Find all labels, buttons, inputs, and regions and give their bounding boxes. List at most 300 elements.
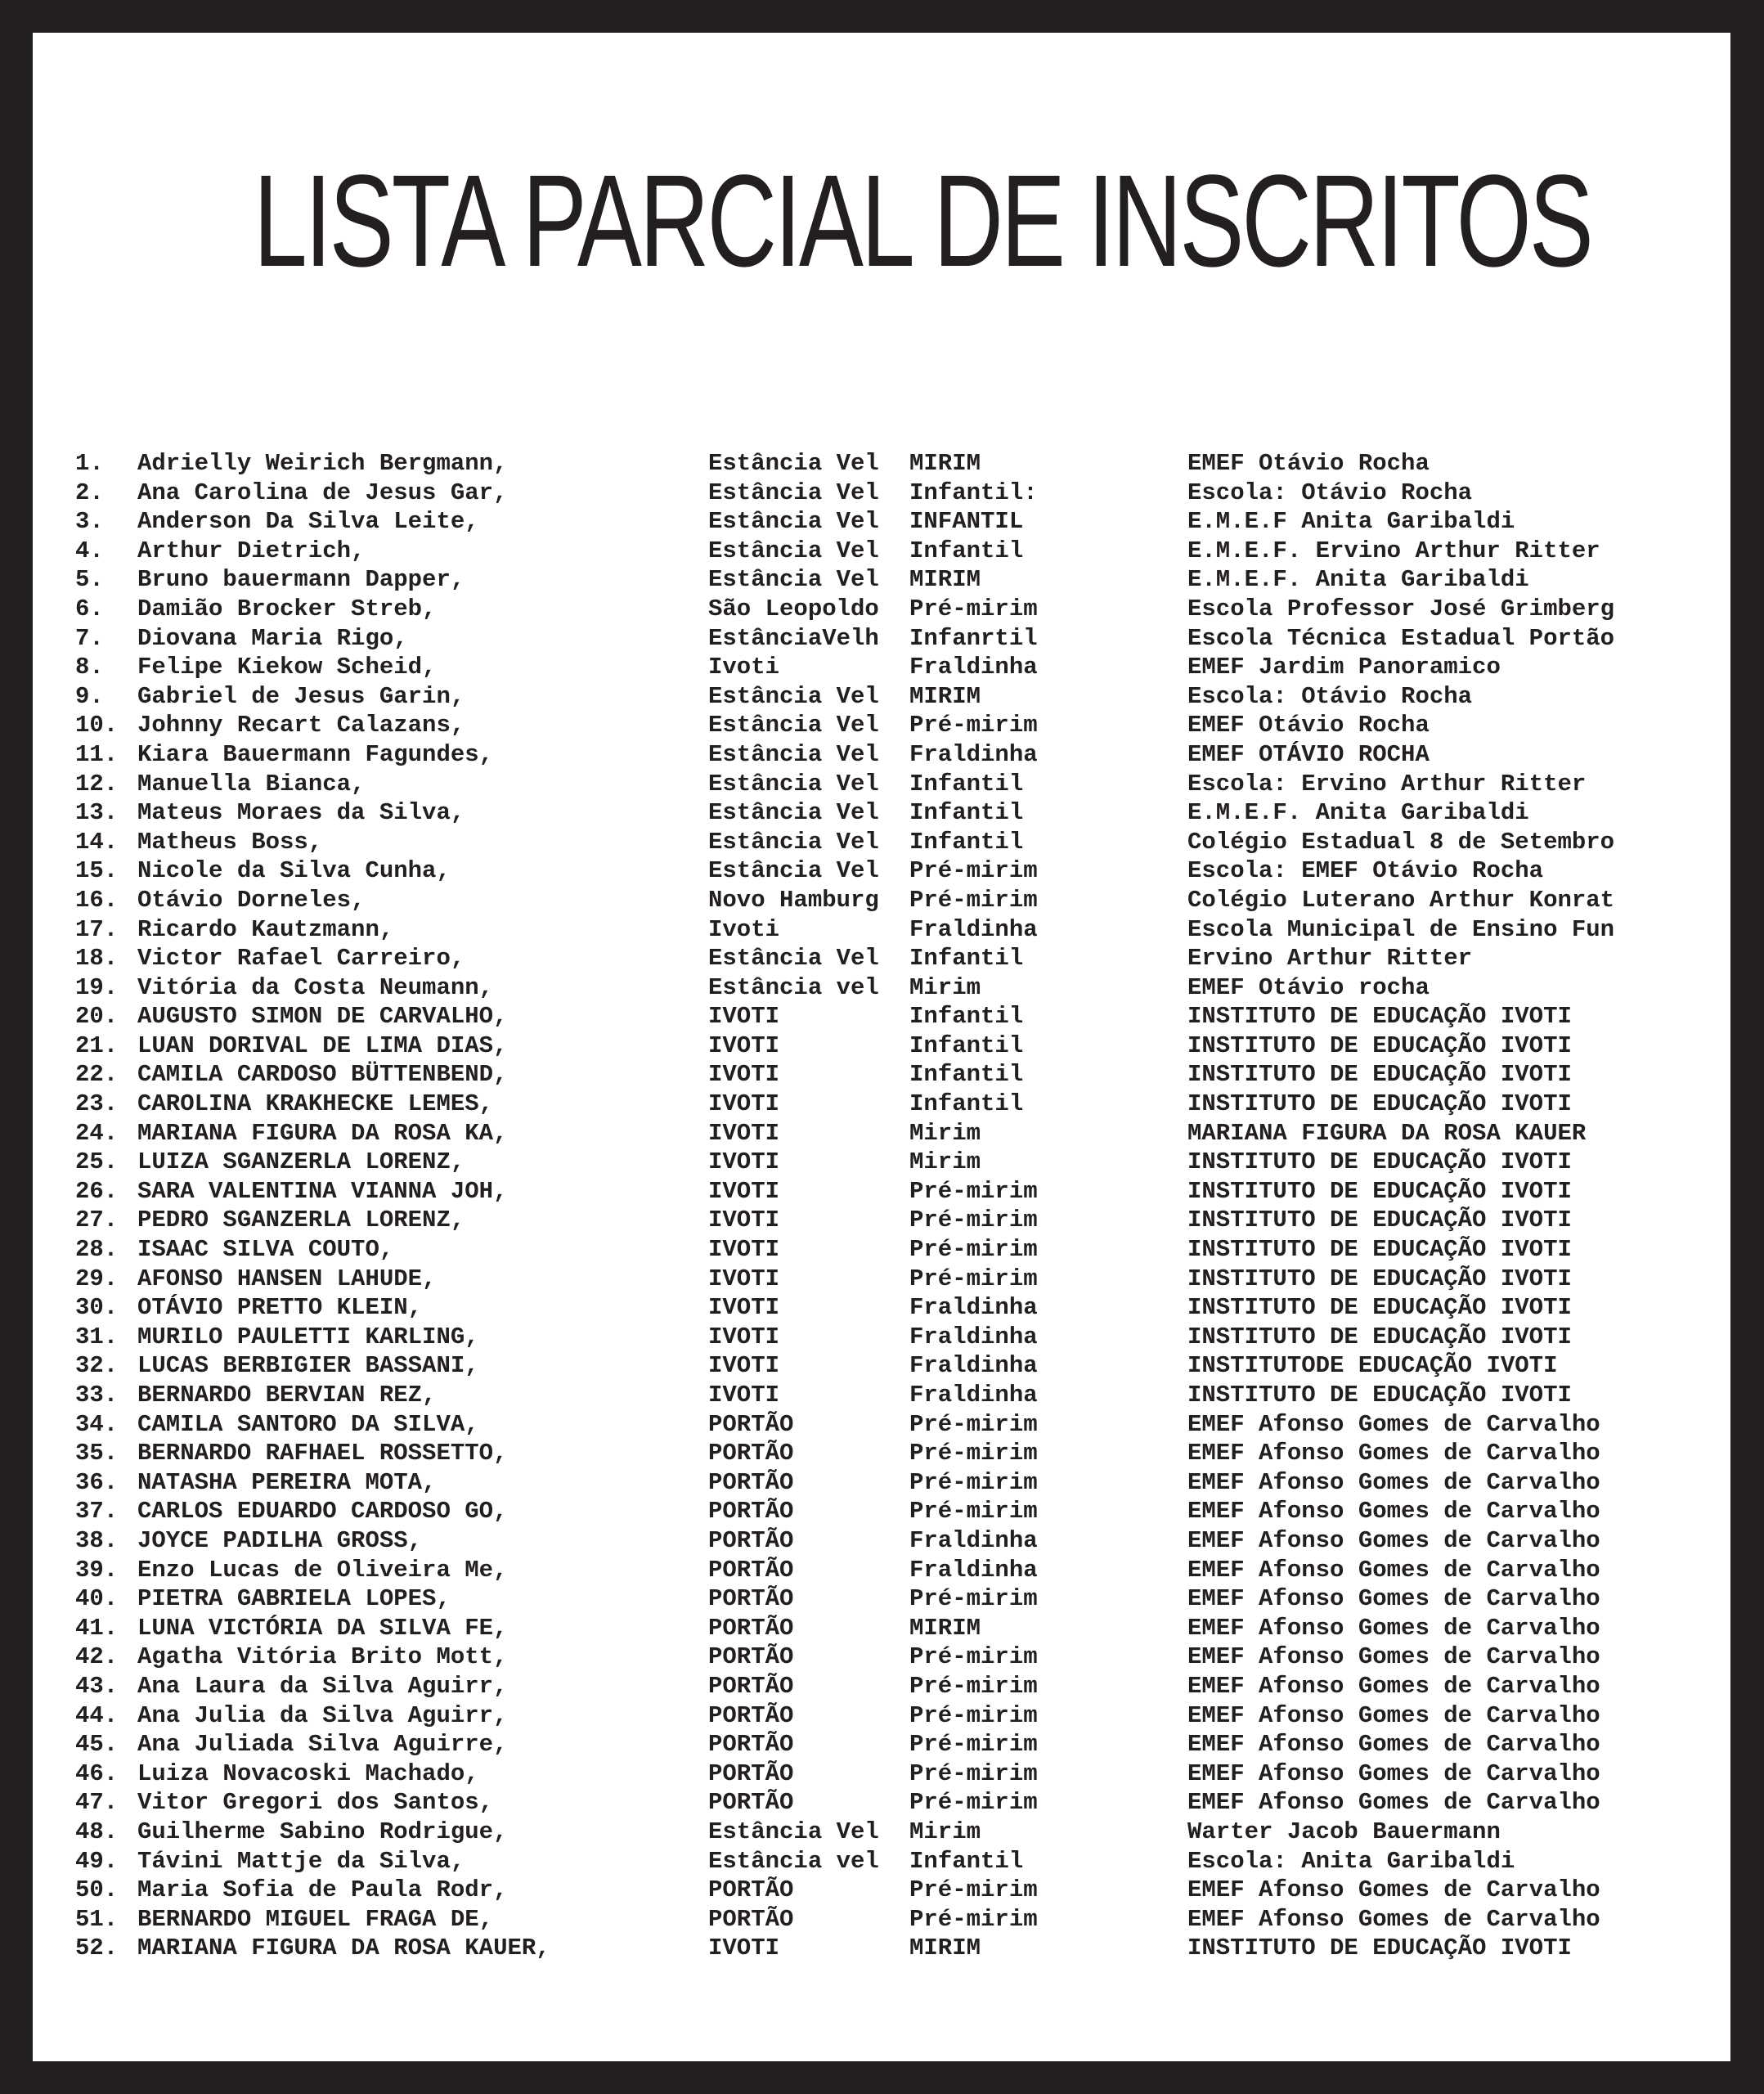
registrant-name: Vitória da Costa Neumann, <box>137 973 494 1001</box>
registrant-name: Nicole da Silva Cunha, <box>137 857 451 885</box>
list-item <box>33 1381 1730 1410</box>
registrant-category: Infantil <box>909 1090 1024 1118</box>
registrant-city: IVOTI <box>708 1031 780 1059</box>
registrant-name: MARIANA FIGURA DA ROSA KAUER, <box>137 1934 550 1962</box>
item-number: 6. <box>75 595 104 622</box>
registrant-name: BERNARDO BERVIAN REZ, <box>137 1382 437 1409</box>
registrant-city: IVOTI <box>708 1382 780 1409</box>
list-item <box>33 1119 1730 1148</box>
list-item <box>33 886 1730 915</box>
registrant-category: Infantil <box>909 1003 1024 1031</box>
registrant-name: LUIZA SGANZERLA LORENZ, <box>137 1148 465 1176</box>
registrant-city: Estância Vel <box>708 945 879 973</box>
item-number: 28. <box>75 1236 119 1264</box>
registrant-school: INSTITUTO DE EDUCAÇÃO IVOTI <box>1187 1090 1572 1118</box>
list-item <box>33 740 1730 770</box>
registrant-city: PORTÃO <box>708 1789 794 1817</box>
item-number: 27. <box>75 1207 119 1234</box>
registrant-school: EMEF Afonso Gomes de Carvalho <box>1187 1585 1600 1613</box>
item-number: 15. <box>75 857 119 885</box>
registrant-city: PORTÃO <box>708 1701 794 1729</box>
item-number: 47. <box>75 1789 119 1817</box>
registrant-city: PORTÃO <box>708 1526 794 1554</box>
registrant-city: IVOTI <box>708 1148 780 1176</box>
item-number: 1. <box>75 450 104 477</box>
registrant-school: INSTITUTODE EDUCAÇÃO IVOTI <box>1187 1352 1558 1380</box>
registrant-school: Warter Jacob Bauermann <box>1187 1818 1501 1845</box>
registrant-name: BERNARDO RAFHAEL ROSSETTO, <box>137 1440 508 1467</box>
registrant-name: Johnny Recart Calazans, <box>137 712 465 739</box>
registrant-school: EMEF OTÁVIO ROCHA <box>1187 740 1430 768</box>
registrant-name: OTÁVIO PRETTO KLEIN, <box>137 1294 423 1322</box>
registrant-school: Ervino Arthur Ritter <box>1187 945 1473 973</box>
list-item <box>33 1788 1730 1818</box>
list-item <box>33 1497 1730 1526</box>
registrant-school: EMEF Otávio Rocha <box>1187 450 1430 477</box>
registrant-city: PORTÃO <box>708 1905 794 1933</box>
registrant-city: IVOTI <box>708 1323 780 1350</box>
registrant-name: Ana Laura da Silva Aguirr, <box>137 1672 508 1700</box>
registrant-city: PORTÃO <box>708 1759 794 1787</box>
registrant-school: Escola Professor José Grimberg <box>1187 595 1615 622</box>
list-item <box>33 798 1730 828</box>
item-number: 24. <box>75 1119 119 1147</box>
item-number: 36. <box>75 1468 119 1496</box>
registrant-city: EstânciaVelh <box>708 624 879 652</box>
registrant-school: EMEF Afonso Gomes de Carvalho <box>1187 1440 1600 1467</box>
registrant-category: Pré-mirim <box>909 1468 1038 1496</box>
list-item <box>33 1876 1730 1905</box>
registrant-name: Guilherme Sabino Rodrigue, <box>137 1818 508 1845</box>
registrant-city: PORTÃO <box>708 1498 794 1526</box>
registrant-city: PORTÃO <box>708 1672 794 1700</box>
list-item <box>33 1730 1730 1759</box>
registrant-category: Fraldinha <box>909 1556 1038 1584</box>
list-item <box>33 1031 1730 1061</box>
item-number: 42. <box>75 1643 119 1671</box>
list-item <box>33 1818 1730 1847</box>
registrant-list <box>33 449 1730 1963</box>
item-number: 29. <box>75 1265 119 1292</box>
list-item <box>33 1002 1730 1031</box>
registrant-city: IVOTI <box>708 1352 780 1380</box>
registrant-name: Manuella Bianca, <box>137 770 366 798</box>
item-number: 51. <box>75 1905 119 1933</box>
registrant-school: EMEF Otávio rocha <box>1187 973 1430 1001</box>
registrant-city: PORTÃO <box>708 1468 794 1496</box>
registrant-city: Estância Vel <box>708 828 879 856</box>
registrant-school: INSTITUTO DE EDUCAÇÃO IVOTI <box>1187 1148 1572 1176</box>
registrant-name: Enzo Lucas de Oliveira Me, <box>137 1556 508 1584</box>
registrant-city: Estância Vel <box>708 537 879 564</box>
registrant-category: Pré-mirim <box>909 1905 1038 1933</box>
registrant-name: Bruno bauermann Dapper, <box>137 566 465 594</box>
item-number: 17. <box>75 915 119 943</box>
list-item <box>33 1090 1730 1119</box>
registrant-school: EMEF Afonso Gomes de Carvalho <box>1187 1876 1600 1904</box>
list-item <box>33 1410 1730 1440</box>
registrant-school: E.M.E.F Anita Garibaldi <box>1187 508 1515 536</box>
registrant-category: Infantil <box>909 1847 1024 1875</box>
item-number: 49. <box>75 1847 119 1875</box>
registrant-school: EMEF Afonso Gomes de Carvalho <box>1187 1410 1600 1438</box>
list-item <box>33 1293 1730 1323</box>
registrant-school: INSTITUTO DE EDUCAÇÃO IVOTI <box>1187 1294 1572 1322</box>
registrant-school: EMEF Afonso Gomes de Carvalho <box>1187 1789 1600 1817</box>
registrant-city: Ivoti <box>708 654 780 681</box>
registrant-city: Estância vel <box>708 1847 879 1875</box>
registrant-city: IVOTI <box>708 1090 780 1118</box>
registrant-category: Pré-mirim <box>909 595 1038 622</box>
registrant-school: E.M.E.F. Ervino Arthur Ritter <box>1187 537 1600 564</box>
list-item <box>33 1905 1730 1934</box>
item-number: 12. <box>75 770 119 798</box>
registrant-name: Ana Julia da Silva Aguirr, <box>137 1701 508 1729</box>
registrant-category: Infantil: <box>909 479 1038 506</box>
registrant-category: Pré-mirim <box>909 1265 1038 1292</box>
registrant-school: INSTITUTO DE EDUCAÇÃO IVOTI <box>1187 1177 1572 1205</box>
registrant-city: IVOTI <box>708 1003 780 1031</box>
item-number: 25. <box>75 1148 119 1176</box>
registrant-category: Pré-mirim <box>909 1701 1038 1729</box>
registrant-school: Escola: Otávio Rocha <box>1187 682 1473 710</box>
registrant-name: Victor Rafael Carreiro, <box>137 945 465 973</box>
registrant-name: PIETRA GABRIELA LOPES, <box>137 1585 451 1613</box>
registrant-category: Pré-mirim <box>909 1177 1038 1205</box>
registrant-city: Estância Vel <box>708 1818 879 1845</box>
list-item <box>33 682 1730 712</box>
item-number: 21. <box>75 1031 119 1059</box>
registrant-city: Ivoti <box>708 915 780 943</box>
registrant-category: Pré-mirim <box>909 1643 1038 1671</box>
registrant-city: Estância Vel <box>708 479 879 506</box>
registrant-category: Pré-mirim <box>909 1410 1038 1438</box>
item-number: 5. <box>75 566 104 594</box>
list-item <box>33 1526 1730 1556</box>
registrant-school: EMEF Afonso Gomes de Carvalho <box>1187 1498 1600 1526</box>
item-number: 30. <box>75 1294 119 1322</box>
list-item <box>33 1206 1730 1235</box>
registrant-name: Anderson Da Silva Leite, <box>137 508 479 536</box>
registrant-city: Estância Vel <box>708 799 879 827</box>
registrant-name: Diovana Maria Rigo, <box>137 624 408 652</box>
list-item <box>33 1614 1730 1643</box>
registrant-name: Felipe Kiekow Scheid, <box>137 654 437 681</box>
list-item <box>33 624 1730 654</box>
registrant-category: Fraldinha <box>909 1526 1038 1554</box>
registrant-category: Infanrtil <box>909 624 1038 652</box>
list-item <box>33 537 1730 566</box>
registrant-category: Infantil <box>909 945 1024 973</box>
list-item <box>33 1265 1730 1294</box>
registrant-category: Mirim <box>909 1148 981 1176</box>
registrant-category: Infantil <box>909 537 1024 564</box>
registrant-city: Novo Hamburg <box>708 886 879 914</box>
registrant-category: Fraldinha <box>909 1352 1038 1380</box>
item-number: 48. <box>75 1818 119 1845</box>
registrant-name: Ana Carolina de Jesus Gar, <box>137 479 508 506</box>
item-number: 11. <box>75 740 119 768</box>
registrant-category: Infantil <box>909 799 1024 827</box>
registrant-category: INFANTIL <box>909 508 1024 536</box>
list-item <box>33 595 1730 624</box>
registrant-school: INSTITUTO DE EDUCAÇÃO IVOTI <box>1187 1031 1572 1059</box>
registrant-name: MARIANA FIGURA DA ROSA KA, <box>137 1119 508 1147</box>
list-item <box>33 1642 1730 1672</box>
registrant-name: CAMILA CARDOSO BÜTTENBEND, <box>137 1061 508 1089</box>
registrant-city: IVOTI <box>708 1119 780 1147</box>
registrant-name: PEDRO SGANZERLA LORENZ, <box>137 1207 465 1234</box>
registrant-city: PORTÃO <box>708 1614 794 1642</box>
registrant-category: Pré-mirim <box>909 1236 1038 1264</box>
registrant-category: Pré-mirim <box>909 1207 1038 1234</box>
registrant-name: Luiza Novacoski Machado, <box>137 1759 479 1787</box>
item-number: 43. <box>75 1672 119 1700</box>
item-number: 35. <box>75 1440 119 1467</box>
registrant-name: SARA VALENTINA VIANNA JOH, <box>137 1177 508 1205</box>
list-item <box>33 1584 1730 1614</box>
registrant-category: Pré-mirim <box>909 1759 1038 1787</box>
registrant-name: NATASHA PEREIRA MOTA, <box>137 1468 437 1496</box>
registrant-city: IVOTI <box>708 1265 780 1292</box>
list-item <box>33 711 1730 740</box>
item-number: 2. <box>75 479 104 506</box>
registrant-name: Kiara Bauermann Fagundes, <box>137 740 494 768</box>
registrant-school: E.M.E.F. Anita Garibaldi <box>1187 566 1529 594</box>
registrant-name: AUGUSTO SIMON DE CARVALHO, <box>137 1003 508 1031</box>
item-number: 38. <box>75 1526 119 1554</box>
registrant-school: INSTITUTO DE EDUCAÇÃO IVOTI <box>1187 1003 1572 1031</box>
registrant-name: CAROLINA KRAKHECKE LEMES, <box>137 1090 494 1118</box>
registrant-city: IVOTI <box>708 1061 780 1089</box>
registrant-name: LUCAS BERBIGIER BASSANI, <box>137 1352 479 1380</box>
registrant-school: Escola Municipal de Ensino Fun <box>1187 915 1615 943</box>
registrant-school: INSTITUTO DE EDUCAÇÃO IVOTI <box>1187 1323 1572 1350</box>
list-item <box>33 1556 1730 1585</box>
registrant-name: Ana Juliada Silva Aguirre, <box>137 1731 508 1759</box>
registrant-school: INSTITUTO DE EDUCAÇÃO IVOTI <box>1187 1236 1572 1264</box>
registrant-school: Colégio Luterano Arthur Konrat <box>1187 886 1615 914</box>
item-number: 31. <box>75 1323 119 1350</box>
registrant-category: Pré-mirim <box>909 1672 1038 1700</box>
registrant-category: Fraldinha <box>909 1323 1038 1350</box>
registrant-school: EMEF Jardim Panoramico <box>1187 654 1501 681</box>
registrant-city: Estância Vel <box>708 712 879 739</box>
item-number: 3. <box>75 508 104 536</box>
list-item <box>33 1672 1730 1701</box>
registrant-city: PORTÃO <box>708 1440 794 1467</box>
registrant-category: MIRIM <box>909 1934 981 1962</box>
registrant-category: Pré-mirim <box>909 1440 1038 1467</box>
registrant-name: AFONSO HANSEN LAHUDE, <box>137 1265 437 1292</box>
registrant-name: Maria Sofia de Paula Rodr, <box>137 1876 508 1904</box>
registrant-category: Infantil <box>909 770 1024 798</box>
registrant-city: IVOTI <box>708 1236 780 1264</box>
item-number: 45. <box>75 1731 119 1759</box>
list-item <box>33 479 1730 508</box>
registrant-name: CAMILA SANTORO DA SILVA, <box>137 1410 479 1438</box>
list-item <box>33 856 1730 886</box>
item-number: 22. <box>75 1061 119 1089</box>
registrant-name: Adrielly Weirich Bergmann, <box>137 450 508 477</box>
registrant-category: Pré-mirim <box>909 857 1038 885</box>
item-number: 8. <box>75 654 104 681</box>
registrant-city: Estância Vel <box>708 566 879 594</box>
registrant-city: Estância Vel <box>708 857 879 885</box>
item-number: 32. <box>75 1352 119 1380</box>
list-item <box>33 1468 1730 1498</box>
registrant-city: PORTÃO <box>708 1556 794 1584</box>
list-item <box>33 653 1730 682</box>
registrant-city: PORTÃO <box>708 1410 794 1438</box>
registrant-category: Mirim <box>909 973 981 1001</box>
registrant-school: Escola: Otávio Rocha <box>1187 479 1473 506</box>
registrant-name: LUNA VICTÓRIA DA SILVA FE, <box>137 1614 508 1642</box>
registrant-school: Colégio Estadual 8 de Setembro <box>1187 828 1615 856</box>
registrant-city: Estância Vel <box>708 450 879 477</box>
list-item <box>33 1148 1730 1177</box>
registrant-name: ISAAC SILVA COUTO, <box>137 1236 394 1264</box>
registrant-category: MIRIM <box>909 566 981 594</box>
registrant-school: EMEF Afonso Gomes de Carvalho <box>1187 1701 1600 1729</box>
registrant-category: Fraldinha <box>909 915 1038 943</box>
item-number: 40. <box>75 1585 119 1613</box>
list-item <box>33 1235 1730 1265</box>
registrant-city: IVOTI <box>708 1934 780 1962</box>
registrant-name: CARLOS EDUARDO CARDOSO GO, <box>137 1498 508 1526</box>
registrant-category: Pré-mirim <box>909 1585 1038 1613</box>
item-number: 9. <box>75 682 104 710</box>
registrant-name: Távini Mattje da Silva, <box>137 1847 465 1875</box>
item-number: 50. <box>75 1876 119 1904</box>
item-number: 13. <box>75 799 119 827</box>
list-item <box>33 973 1730 1003</box>
registrant-category: Infantil <box>909 1061 1024 1089</box>
list-item <box>33 1177 1730 1207</box>
list-item <box>33 828 1730 857</box>
registrant-school: EMEF Afonso Gomes de Carvalho <box>1187 1556 1600 1584</box>
registrant-name: Mateus Moraes da Silva, <box>137 799 465 827</box>
registrant-category: Pré-mirim <box>909 886 1038 914</box>
item-number: 18. <box>75 945 119 973</box>
registrant-category: MIRIM <box>909 1614 981 1642</box>
item-number: 44. <box>75 1701 119 1729</box>
registrant-school: INSTITUTO DE EDUCAÇÃO IVOTI <box>1187 1382 1572 1409</box>
registrant-city: IVOTI <box>708 1294 780 1322</box>
registrant-name: LUAN DORIVAL DE LIMA DIAS, <box>137 1031 508 1059</box>
registrant-school: EMEF Afonso Gomes de Carvalho <box>1187 1526 1600 1554</box>
page-title: LISTA PARCIAL DE INSCRITOS <box>253 147 1591 294</box>
registrant-name: JOYCE PADILHA GROSS, <box>137 1526 423 1554</box>
registrant-city: PORTÃO <box>708 1876 794 1904</box>
list-item <box>33 770 1730 799</box>
registrant-city: Estância Vel <box>708 740 879 768</box>
list-item <box>33 1701 1730 1731</box>
registrant-school: Escola Técnica Estadual Portão <box>1187 624 1615 652</box>
registrant-name: Matheus Boss, <box>137 828 323 856</box>
registrant-category: Fraldinha <box>909 654 1038 681</box>
list-item <box>33 1934 1730 1963</box>
registrant-name: Gabriel de Jesus Garin, <box>137 682 465 710</box>
registrant-name: Vitor Gregori dos Santos, <box>137 1789 494 1817</box>
registrant-category: Mirim <box>909 1818 981 1845</box>
registrant-category: Pré-mirim <box>909 712 1038 739</box>
list-item <box>33 1060 1730 1090</box>
item-number: 26. <box>75 1177 119 1205</box>
registrant-school: INSTITUTO DE EDUCAÇÃO IVOTI <box>1187 1061 1572 1089</box>
registrant-school: EMEF Afonso Gomes de Carvalho <box>1187 1672 1600 1700</box>
registrant-school: EMEF Otávio Rocha <box>1187 712 1430 739</box>
registrant-city: Estância Vel <box>708 682 879 710</box>
registrant-category: Infantil <box>909 828 1024 856</box>
registrant-school: INSTITUTO DE EDUCAÇÃO IVOTI <box>1187 1207 1572 1234</box>
registrant-city: IVOTI <box>708 1177 780 1205</box>
registrant-school: EMEF Afonso Gomes de Carvalho <box>1187 1731 1600 1759</box>
registrant-name: Arthur Dietrich, <box>137 537 366 564</box>
registrant-city: PORTÃO <box>708 1585 794 1613</box>
list-item <box>33 565 1730 595</box>
registrant-school: EMEF Afonso Gomes de Carvalho <box>1187 1614 1600 1642</box>
registrant-category: Mirim <box>909 1119 981 1147</box>
registrant-school: EMEF Afonso Gomes de Carvalho <box>1187 1468 1600 1496</box>
registrant-category: MIRIM <box>909 450 981 477</box>
item-number: 19. <box>75 973 119 1001</box>
item-number: 7. <box>75 624 104 652</box>
registrant-category: Pré-mirim <box>909 1731 1038 1759</box>
registrant-category: Fraldinha <box>909 1382 1038 1409</box>
registrant-name: Otávio Dorneles, <box>137 886 366 914</box>
registrant-school: EMEF Afonso Gomes de Carvalho <box>1187 1643 1600 1671</box>
item-number: 4. <box>75 537 104 564</box>
item-number: 23. <box>75 1090 119 1118</box>
item-number: 10. <box>75 712 119 739</box>
item-number: 33. <box>75 1382 119 1409</box>
registrant-city: Estância vel <box>708 973 879 1001</box>
registrant-city: IVOTI <box>708 1207 780 1234</box>
list-item <box>33 915 1730 945</box>
registrant-name: MURILO PAULETTI KARLING, <box>137 1323 479 1350</box>
registrant-category: Pré-mirim <box>909 1498 1038 1526</box>
registrant-category: Fraldinha <box>909 740 1038 768</box>
registrant-school: Escola: Ervino Arthur Ritter <box>1187 770 1587 798</box>
list-item <box>33 449 1730 479</box>
registrant-category: Fraldinha <box>909 1294 1038 1322</box>
item-number: 52. <box>75 1934 119 1962</box>
list-item <box>33 507 1730 537</box>
registrant-name: Damião Brocker Streb, <box>137 595 437 622</box>
registrant-category: Infantil <box>909 1031 1024 1059</box>
registrant-school: INSTITUTO DE EDUCAÇÃO IVOTI <box>1187 1265 1572 1292</box>
registrant-school: E.M.E.F. Anita Garibaldi <box>1187 799 1529 827</box>
registrant-school: Escola: Anita Garibaldi <box>1187 1847 1515 1875</box>
list-item <box>33 1847 1730 1876</box>
registrant-city: PORTÃO <box>708 1731 794 1759</box>
item-number: 37. <box>75 1498 119 1526</box>
item-number: 46. <box>75 1759 119 1787</box>
registrant-category: MIRIM <box>909 682 981 710</box>
item-number: 41. <box>75 1614 119 1642</box>
registrant-school: EMEF Afonso Gomes de Carvalho <box>1187 1759 1600 1787</box>
registrant-school: INSTITUTO DE EDUCAÇÃO IVOTI <box>1187 1934 1572 1962</box>
list-item <box>33 1323 1730 1352</box>
document-page <box>33 33 1730 2061</box>
registrant-school: MARIANA FIGURA DA ROSA KAUER <box>1187 1119 1587 1147</box>
registrant-name: Ricardo Kautzmann, <box>137 915 394 943</box>
registrant-name: Agatha Vitória Brito Mott, <box>137 1643 508 1671</box>
list-item <box>33 944 1730 973</box>
list-item <box>33 1759 1730 1789</box>
item-number: 20. <box>75 1003 119 1031</box>
